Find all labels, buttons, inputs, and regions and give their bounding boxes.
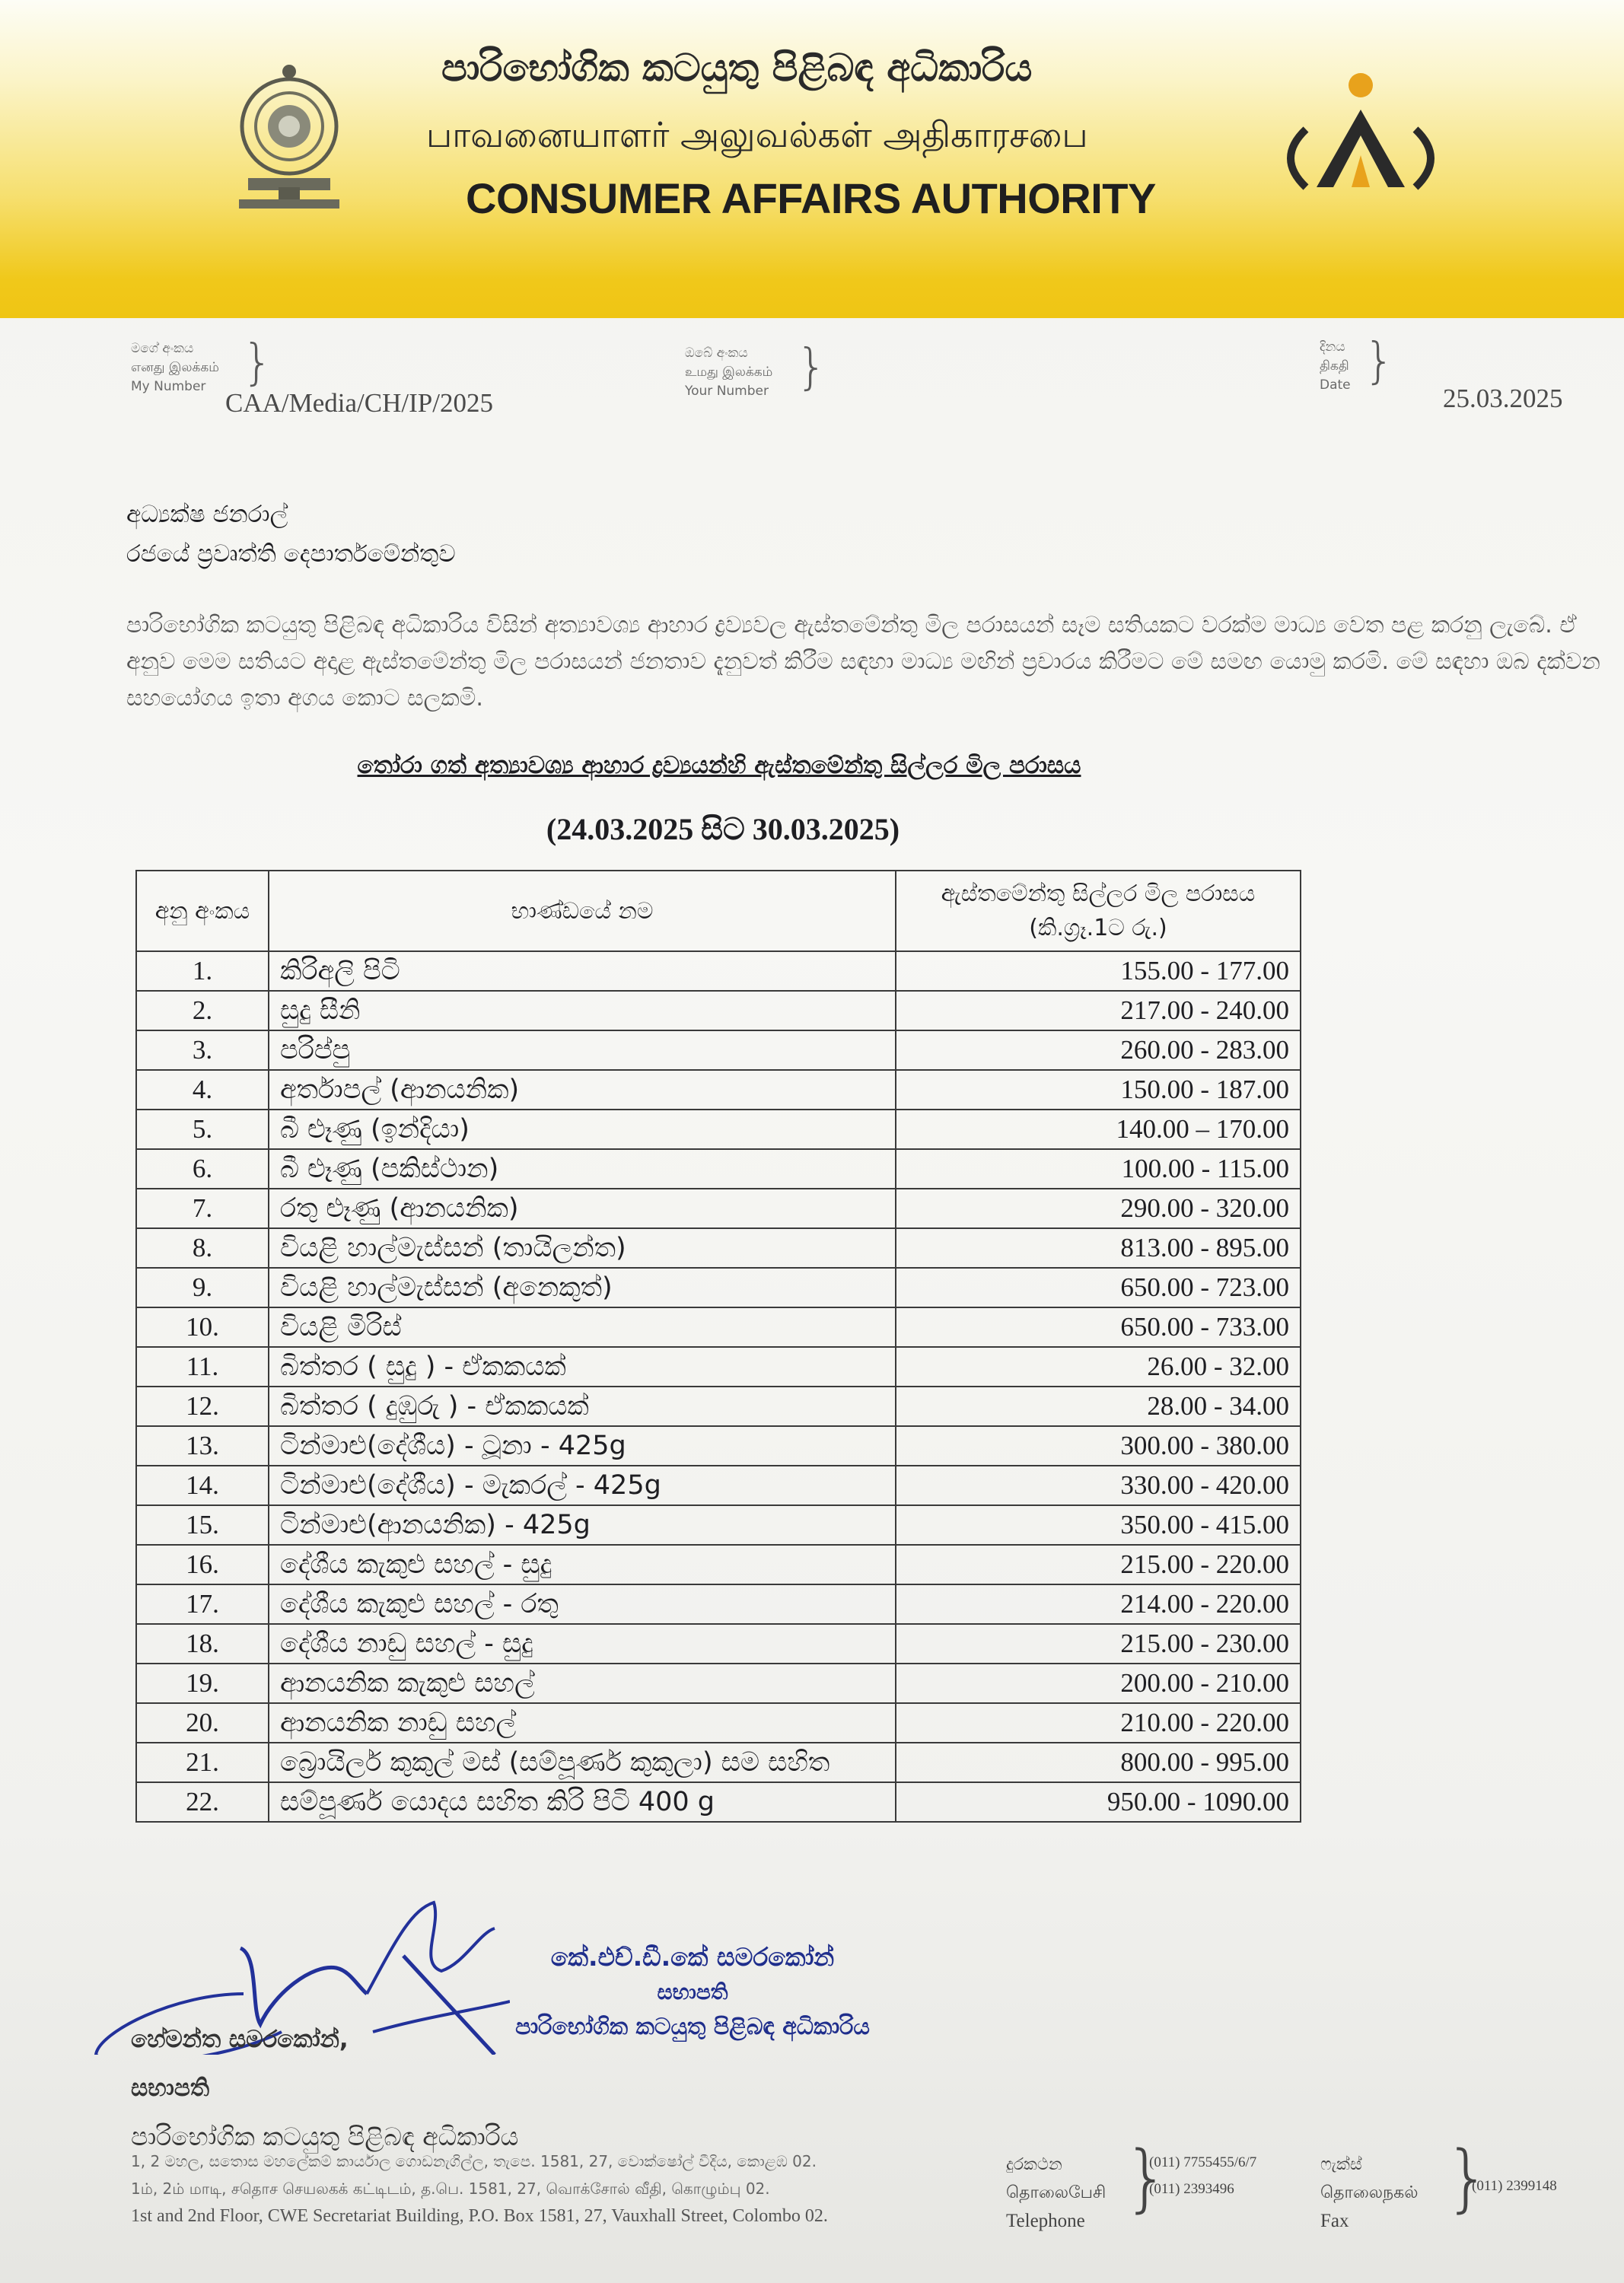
row-serial: 11.: [136, 1347, 269, 1387]
row-price-range: 300.00 - 380.00: [896, 1426, 1301, 1466]
row-price-range: 290.00 - 320.00: [896, 1189, 1301, 1228]
table-row: [136, 1268, 1301, 1307]
row-serial: 3.: [136, 1030, 269, 1070]
row-item-name: ආනයනික කැකුළු සහල්: [269, 1664, 896, 1703]
row-price-range: 330.00 - 420.00: [896, 1466, 1301, 1505]
row-item-name: සම්පූර්ණ යොදය සහිත කිරි පිටි 400 g: [269, 1782, 896, 1822]
table-row: [136, 1189, 1301, 1228]
row-item-name: සුදු සීනි: [269, 991, 896, 1030]
row-item-name: වියළි හාල්මැස්සන් (තායිලන්ත): [269, 1228, 896, 1268]
table-row: [136, 1426, 1301, 1466]
row-item-name: බ්‍රොයිලර් කුකුල් මස් (සම්පූර්ණ කුකුලා) සම සහිත: [269, 1743, 896, 1782]
table-row: [136, 1110, 1301, 1149]
telephone-number-1: (011) 7755455/6/7: [1149, 2154, 1257, 2170]
stamp-title: සභාපති: [657, 1979, 728, 2004]
row-item-name: අර්තාපල් (ආනයනික): [269, 1070, 896, 1110]
row-serial: 10.: [136, 1307, 269, 1347]
row-item-name: පරිප්පු: [269, 1030, 896, 1070]
table-row: [136, 1466, 1301, 1505]
sri-lanka-emblem-icon: [234, 56, 344, 215]
row-price-range: 215.00 - 230.00: [896, 1624, 1301, 1664]
table-row: [136, 1743, 1301, 1782]
footer-address-sinhala: 1, 2 මහල, සතොස මහලේකම් කාර්යාල ගොඩනැගිල්ල, තැපෙ. 1581, 27, වොක්ෂෝල් වීදිය, කොළඹ 02.: [131, 2152, 817, 2170]
row-serial: 8.: [136, 1228, 269, 1268]
row-serial: 2.: [136, 991, 269, 1030]
header-item-name: භාණ්ඩයේ නම: [269, 871, 896, 951]
row-serial: 4.: [136, 1070, 269, 1110]
row-serial: 19.: [136, 1664, 269, 1703]
row-price-range: 200.00 - 210.00: [896, 1664, 1301, 1703]
table-row: [136, 1782, 1301, 1822]
table-row: [136, 1387, 1301, 1426]
table-row: [136, 951, 1301, 991]
row-serial: 13.: [136, 1426, 269, 1466]
my-number-value: CAA/Media/CH/IP/2025: [225, 388, 493, 418]
your-number-brace: }: [796, 339, 827, 396]
table-header-row: [136, 871, 1301, 951]
row-serial: 22.: [136, 1782, 269, 1822]
row-item-name: දේශීය කැකුළු සහල් - සුදු: [269, 1545, 896, 1584]
row-price-range: 28.00 - 34.00: [896, 1387, 1301, 1426]
row-item-name: දේශීය කැකුළු සහල් - රතු: [269, 1584, 896, 1624]
row-price-range: 217.00 - 240.00: [896, 991, 1301, 1030]
row-item-name: බිත්තර ( සුදු ) - ඒකකයක්: [269, 1347, 896, 1387]
row-price-range: 215.00 - 220.00: [896, 1545, 1301, 1584]
table-row: [136, 1624, 1301, 1664]
row-item-name: බී ළූණු (ඉන්දියා): [269, 1110, 896, 1149]
row-price-range: 100.00 - 115.00: [896, 1149, 1301, 1189]
caa-logo-icon: [1272, 65, 1447, 195]
date-brace: }: [1364, 333, 1395, 390]
row-serial: 1.: [136, 951, 269, 991]
row-item-name: වියළි හාල්මැස්සන් (අනෙකුත්): [269, 1268, 896, 1307]
row-item-name: බී ළූණු (පකිස්ථාන): [269, 1149, 896, 1189]
letterhead: [0, 0, 1624, 318]
row-price-range: 650.00 - 723.00: [896, 1268, 1301, 1307]
stamp-organization: පාරිභෝගික කටයුතු පිළිබඳ අධිකාරිය: [515, 2014, 870, 2040]
my-number-label: මගේ අංකය எனது இலக்கம் My Number: [131, 341, 219, 394]
telephone-number-2: (011) 2393496: [1149, 2181, 1234, 2197]
table-row: [136, 1584, 1301, 1624]
row-serial: 6.: [136, 1149, 269, 1189]
footer-address-english: 1st and 2nd Floor, CWE Secretariat Building, P.O. Box 1581, 27, Vauxhall Street, Colombo 02.: [131, 2206, 828, 2226]
row-item-name: කිරිඅලි පිටි: [269, 951, 896, 991]
row-serial: 20.: [136, 1703, 269, 1743]
row-item-name: ටින්මාළු(ආනයනික) - 425g: [269, 1505, 896, 1545]
row-serial: 5.: [136, 1110, 269, 1149]
row-serial: 15.: [136, 1505, 269, 1545]
row-price-range: 350.00 - 415.00: [896, 1505, 1301, 1545]
row-price-range: 210.00 - 220.00: [896, 1703, 1301, 1743]
row-serial: 17.: [136, 1584, 269, 1624]
price-date-range: (24.03.2025 සිට 30.03.2025): [546, 812, 900, 846]
footer-address-tamil: 1ம், 2ம் மாடி, சதொச செயலகக் கட்டிடம், த.பெ. 1581, 27, வொக்சோல் வீதி, கொழும்பு 02.: [131, 2180, 770, 2198]
row-item-name: ටින්මාළු(දේශීය) - ටූනා - 425g: [269, 1426, 896, 1466]
table-row: [136, 1149, 1301, 1189]
row-price-range: 800.00 - 995.00: [896, 1743, 1301, 1782]
stamp-name: කේ.එච්.ඩී.කේ සමරකෝන්: [550, 1942, 835, 1972]
row-item-name: ටින්මාළු(දේශීය) - මැකරල් - 425g: [269, 1466, 896, 1505]
footer-address: [131, 2148, 828, 2230]
table-row: [136, 1505, 1301, 1545]
recipient-department: රජයේ ප්‍රවෘත්ති දෙපාර්තමේන්තුව: [126, 540, 456, 568]
my-number-brace: }: [242, 335, 273, 391]
table-row: [136, 1070, 1301, 1110]
recipient-address: [126, 495, 456, 574]
telephone-numbers: [1149, 2149, 1256, 2202]
signatory-organization: පාරිභෝගික කටයුතු පිළිබඳ අධිකාරිය: [131, 2122, 519, 2151]
letterhead-title-english: CONSUMER AFFAIRS AUTHORITY: [466, 174, 1156, 222]
row-item-name: රතු ළූණු (ආනයනික): [269, 1189, 896, 1228]
signatory-block: [131, 2015, 518, 2161]
signatory-name: හේමන්ත සමරකෝන්,: [131, 2026, 349, 2053]
letter-body: පාරිභෝගික කටයුතු පිළිබඳ අධිකාරිය විසින් අත්‍යාවශ්‍ය ආහාර ද්‍රව්‍යවල ඇස්තමේන්තු මිල පරාසයන් සෑම සතියකට වරක්ම මාධ්‍ය වෙත පළ කරනු ලැබේ. ඒ අනුව මෙම සතියට අදාළ ඇස්තමේන්තු මිල පරාසයන් ජනතාව දැනුවත් කිරීම සඳහා මාධ්‍ය මඟින් ප්‍රචාරය කිරීමට මේ සමඟ යොමු කරමි. මේ සඳහා ඔබ දක්වන සහයෝගය ඉතා අගය කොට සලකමි.: [126, 612, 1600, 712]
recipient-title: අධ්‍යක්ෂ ජනරාල්: [126, 501, 288, 528]
letterhead-title-sinhala: පාරිභෝගික කටයුතු පිළිබඳ අධිකාරිය: [441, 46, 1033, 90]
row-item-name: බිත්තර ( දුඹුරු ) - ඒකකයක්: [269, 1387, 896, 1426]
row-price-range: 26.00 - 32.00: [896, 1347, 1301, 1387]
header-serial-no: අනු අංකය: [136, 871, 269, 951]
row-price-range: 155.00 - 177.00: [896, 951, 1301, 991]
header-price-range: ඇස්තමේන්තු සිල්ලර මිල පරාසය (කි.ග්‍රෑ.1ට රු.): [896, 871, 1301, 951]
row-price-range: 140.00 – 170.00: [896, 1110, 1301, 1149]
row-serial: 7.: [136, 1189, 269, 1228]
row-price-range: 214.00 - 220.00: [896, 1584, 1301, 1624]
row-serial: 12.: [136, 1387, 269, 1426]
row-price-range: 950.00 - 1090.00: [896, 1782, 1301, 1822]
date-value: 25.03.2025: [1443, 384, 1563, 413]
row-item-name: ආනයනික නාඩු සහල්: [269, 1703, 896, 1743]
letterhead-title-tamil: பாவனையாளர் அலுவல்கள் அதிகாரசபை: [426, 114, 1088, 155]
row-price-range: 813.00 - 895.00: [896, 1228, 1301, 1268]
table-row: [136, 1347, 1301, 1387]
date-label: දිනය திகதி Date: [1320, 339, 1351, 393]
table-row: [136, 991, 1301, 1030]
row-serial: 16.: [136, 1545, 269, 1584]
row-serial: 18.: [136, 1624, 269, 1664]
row-price-range: 260.00 - 283.00: [896, 1030, 1301, 1070]
signatory-title: සභාපති: [131, 2074, 210, 2102]
row-serial: 9.: [136, 1268, 269, 1307]
table-row: [136, 1545, 1301, 1584]
fax-label: ෆැක්ස් தொலைநகல் Fax: [1320, 2155, 1419, 2231]
row-item-name: දේශීය නාඩු සහල් - සුදු: [269, 1624, 896, 1664]
table-row: [136, 1030, 1301, 1070]
telephone-label: දුරකථන தொலைபேசி Telephone: [1006, 2155, 1107, 2231]
fax-number: (011) 2399148: [1472, 2178, 1557, 2194]
fax-brace: }: [1444, 2135, 1492, 2221]
your-number-label: ඔබේ අංකය உமது இலக்கம் Your Number: [685, 345, 773, 399]
row-serial: 14.: [136, 1466, 269, 1505]
table-row: [136, 1228, 1301, 1268]
price-table: [135, 870, 1301, 1823]
row-item-name: වියළි මිරිස්: [269, 1307, 896, 1347]
table-row: [136, 1307, 1301, 1347]
telephone-brace: }: [1123, 2135, 1170, 2221]
row-price-range: 650.00 - 733.00: [896, 1307, 1301, 1347]
price-table-title: තෝරා ගත් අත්‍යාවශ්‍ය ආහාර ද්‍රව්‍යයන්හි ඇස්තමේන්තු සිල්ලර මිල පරාසය: [357, 752, 1081, 779]
table-row: [136, 1664, 1301, 1703]
row-serial: 21.: [136, 1743, 269, 1782]
table-row: [136, 1703, 1301, 1743]
row-price-range: 150.00 - 187.00: [896, 1070, 1301, 1110]
